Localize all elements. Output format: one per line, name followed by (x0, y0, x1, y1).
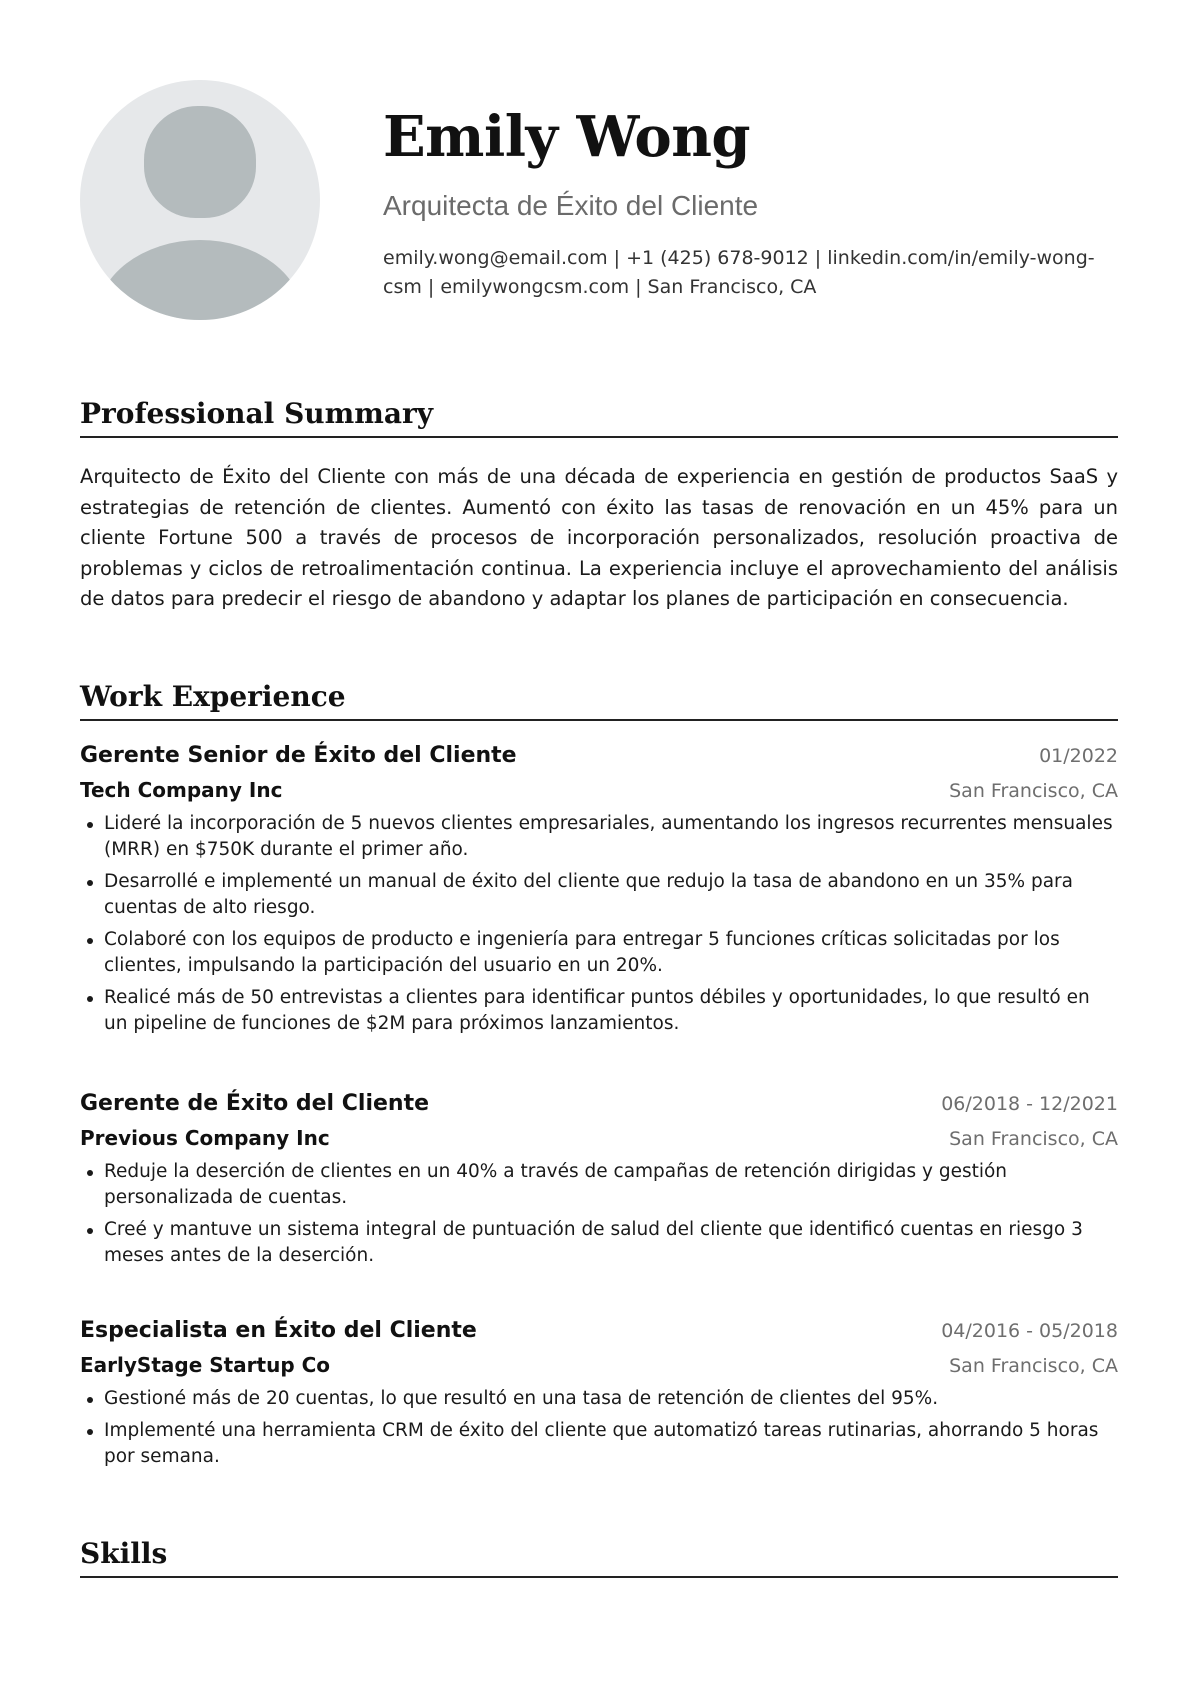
job-role: Especialista en Éxito del Cliente (80, 1318, 477, 1343)
job-bullet: Realicé más de 50 entrevistas a clientes para identificar puntos débiles y oportunidades, lo que resultó en un pipeline de funciones de $2M para próximos lanzamientos. (80, 985, 1118, 1037)
job-company-row (80, 1348, 1118, 1382)
job-company-row (80, 773, 1118, 807)
job-dates: 06/2018 - 12/2021 (941, 1093, 1118, 1115)
job-bullet-list (80, 1159, 1118, 1269)
job-bullet-list (80, 1386, 1118, 1470)
job-entry (80, 1087, 1118, 1275)
job-entry (80, 739, 1118, 1043)
job-bullet: Desarrollé e implementé un manual de éxito del cliente que redujo la tasa de abandono en un 35% para cuentas de alto riesgo. (80, 869, 1118, 921)
job-entry (80, 1314, 1118, 1476)
job-bullet-list (80, 811, 1118, 1037)
job-location: San Francisco, CA (949, 780, 1118, 802)
job-company: Tech Company Inc (80, 778, 283, 802)
job-bullet: Implementé una herramienta CRM de éxito del cliente que automatizó tareas rutinarias, ahorrando 5 horas por semana. (80, 1418, 1118, 1470)
job-dates: 04/2016 - 05/2018 (941, 1320, 1118, 1342)
job-company: EarlyStage Startup Co (80, 1353, 331, 1377)
job-header-row (80, 739, 1118, 773)
candidate-name: Emily Wong (383, 104, 751, 170)
job-company: Previous Company Inc (80, 1126, 330, 1150)
summary-heading: Professional Summary (80, 396, 1118, 438)
profile-photo-placeholder (80, 80, 320, 320)
job-bullet: Gestioné más de 20 cuentas, lo que resultó en una tasa de retención de clientes del 95%. (80, 1386, 1118, 1412)
job-bullet: Lideré la incorporación de 5 nuevos clientes empresariales, aumentando los ingresos recurrentes mensuales (MRR) en $750K durante el primer año. (80, 811, 1118, 863)
summary-text: Arquitecto de Éxito del Cliente con más de una década de experiencia en gestión de productos SaaS y estrategias de retención de clientes. Aumentó con éxito las tasas de renovación en un 45% para un cliente Fortune 500 a través de procesos de incorporación personalizados, resolución proactiva de problemas y ciclos de retroalimentación continua. La experiencia incluye el aprovechamiento del análisis de datos para predecir el riesgo de abandono y adaptar los planes de participación en consecuencia. (80, 465, 1118, 610)
job-header-row (80, 1087, 1118, 1121)
experience-heading: Work Experience (80, 679, 1118, 721)
avatar-body-shape (96, 240, 304, 320)
job-role: Gerente Senior de Éxito del Cliente (80, 743, 517, 768)
job-header-row (80, 1314, 1118, 1348)
job-bullet: Reduje la deserción de clientes en un 40% a través de campañas de retención dirigidas y gestión personalizada de cuentas. (80, 1159, 1118, 1211)
job-bullet: Creé y mantuve un sistema integral de puntuación de salud del cliente que identificó cuentas en riesgo 3 meses antes de la deserción. (80, 1217, 1118, 1269)
avatar-head-shape (144, 106, 256, 218)
contact-info: emily.wong@email.com | +1 (425) 678-9012 | linkedin.com/in/emily-wong-csm | emilywongcsm.com | San Francisco, CA (383, 247, 1095, 298)
job-role: Gerente de Éxito del Cliente (80, 1091, 430, 1116)
skills-heading: Skills (80, 1536, 1118, 1578)
job-dates: 01/2022 (1039, 745, 1118, 767)
candidate-title: Arquitecta de Éxito del Cliente (383, 190, 759, 221)
job-company-row (80, 1121, 1118, 1155)
job-bullet: Colaboré con los equipos de producto e ingeniería para entregar 5 funciones críticas solicitadas por los clientes, impulsando la participación del usuario en un 20%. (80, 927, 1118, 979)
job-location: San Francisco, CA (949, 1355, 1118, 1377)
job-location: San Francisco, CA (949, 1128, 1118, 1150)
